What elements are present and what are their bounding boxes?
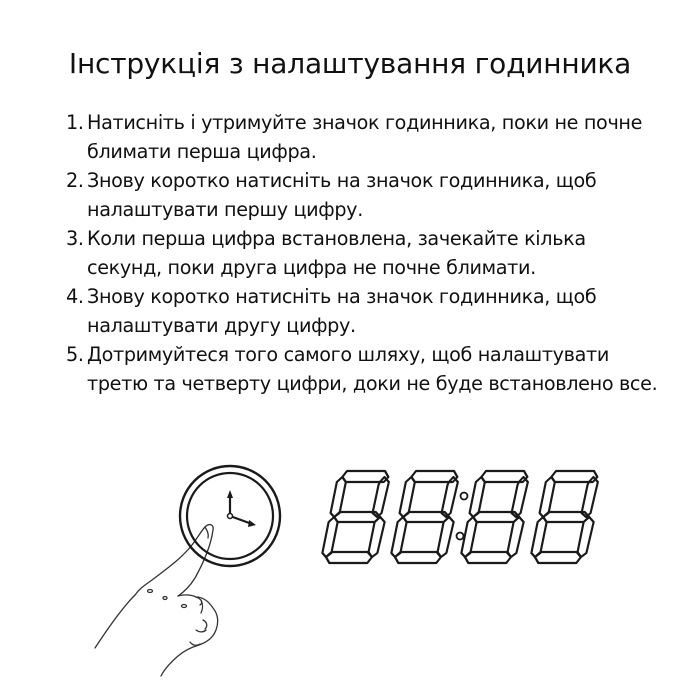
colon-dot-top xyxy=(461,493,468,500)
step-text: Знову коротко натисніть на значок годинника, щоб налаштувати другу цифру. xyxy=(87,285,597,337)
seven-segment-display xyxy=(321,471,599,563)
instruction-step xyxy=(66,340,666,398)
analog-clock-icon xyxy=(180,466,280,566)
illustration xyxy=(0,440,700,700)
instruction-step xyxy=(66,166,666,224)
step-number: 1. xyxy=(66,111,84,134)
step-text: Дотримуйтеся того самого шляху, щоб налаштувати третю та четверту цифри, доки не буде встановлено все. xyxy=(87,343,658,395)
instruction-step xyxy=(66,282,666,340)
display-digit-3 xyxy=(460,471,529,563)
step-text: Знову коротко натисніть на значок годинника, щоб налаштувати першу цифру. xyxy=(87,169,597,221)
page-title: Інструкція з налаштування годинника xyxy=(68,47,632,80)
step-text: Натисніть і утримуйте значок годинника, поки не почне блимати перша цифра. xyxy=(87,111,643,163)
step-number: 3. xyxy=(66,227,84,250)
step-text: Коли перша цифра встановлена, зачекайте кілька секунд, поки друга цифра не почне блимати. xyxy=(87,227,586,279)
instruction-step xyxy=(66,224,666,282)
instruction-list xyxy=(66,108,666,398)
display-digit-2 xyxy=(390,471,459,563)
step-number: 2. xyxy=(66,169,84,192)
step-number: 5. xyxy=(66,343,84,366)
display-digit-1 xyxy=(321,471,390,563)
instruction-step xyxy=(66,108,666,166)
display-digit-4 xyxy=(530,471,599,563)
colon-dot-bottom xyxy=(457,533,464,540)
step-number: 4. xyxy=(66,285,84,308)
